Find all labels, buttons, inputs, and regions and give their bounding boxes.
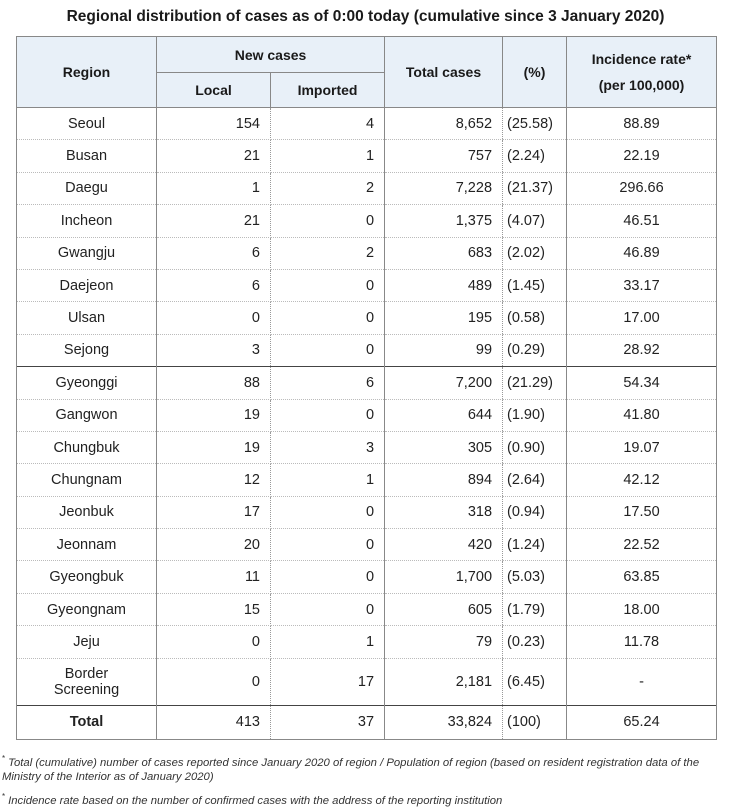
cell-percent: (4.07) (503, 205, 567, 237)
cell-total: 1,700 (385, 561, 503, 593)
cell-imported: 0 (271, 593, 385, 625)
cell-local: 0 (157, 626, 271, 658)
header-new-cases: New cases (157, 37, 385, 73)
cell-percent: (6.45) (503, 658, 567, 705)
cell-imported: 1 (271, 464, 385, 496)
header-incidence-rate (567, 37, 717, 108)
table-row (17, 593, 717, 625)
cell-rate: - (567, 658, 717, 705)
cell-local: 0 (157, 658, 271, 705)
cell-percent: (1.79) (503, 593, 567, 625)
cell-imported: 1 (271, 140, 385, 172)
cell-rate: 22.19 (567, 140, 717, 172)
table-row (17, 302, 717, 334)
cell-rate: 41.80 (567, 399, 717, 431)
cell-rate: 88.89 (567, 108, 717, 140)
cell-total: 305 (385, 431, 503, 463)
cell-total: 318 (385, 496, 503, 528)
cell-percent: (0.58) (503, 302, 567, 334)
cell-percent: (2.64) (503, 464, 567, 496)
cell-rate: 11.78 (567, 626, 717, 658)
footnote-1-text: Total (cumulative) number of cases reported since January 2020 of region / Population of region (based on resident registration data of the Ministry of the Interior as of January 2020) (2, 756, 700, 783)
cell-rate: 42.12 (567, 464, 717, 496)
total-row (17, 705, 717, 739)
table-row (17, 529, 717, 561)
table-row (17, 399, 717, 431)
cell-total: 99 (385, 334, 503, 366)
cell-region: Jeonnam (17, 529, 157, 561)
cell-percent: (1.90) (503, 399, 567, 431)
table-row (17, 367, 717, 399)
cell-rate: 54.34 (567, 367, 717, 399)
cell-imported: 0 (271, 529, 385, 561)
cell-percent: (100) (503, 705, 567, 739)
table-row (17, 108, 717, 140)
cell-region: Ulsan (17, 302, 157, 334)
cell-imported: 0 (271, 302, 385, 334)
table-row (17, 431, 717, 463)
cell-local: 413 (157, 705, 271, 739)
table-title: Regional distribution of cases as of 0:00 today (cumulative since 3 January 2020) (66, 8, 665, 25)
cell-rate: 65.24 (567, 705, 717, 739)
cell-local: 21 (157, 205, 271, 237)
cell-imported: 0 (271, 269, 385, 301)
cell-region: Seoul (17, 108, 157, 140)
cell-percent: (21.29) (503, 367, 567, 399)
cell-total: 8,652 (385, 108, 503, 140)
cell-region: Chungnam (17, 464, 157, 496)
table-row (17, 626, 717, 658)
cell-total: 7,228 (385, 172, 503, 204)
footnote-2-text: Incidence rate based on the number of confirmed cases with the address of the reporting institution (8, 794, 503, 807)
cell-region: Incheon (17, 205, 157, 237)
cell-rate: 17.50 (567, 496, 717, 528)
cell-percent: (21.37) (503, 172, 567, 204)
region-line2: Screening (53, 681, 120, 698)
cell-region: Daegu (17, 172, 157, 204)
cell-percent: (2.24) (503, 140, 567, 172)
header-rate-line1: Incidence rate* (591, 51, 692, 67)
cell-region: Chungbuk (17, 431, 157, 463)
cell-total: 33,824 (385, 705, 503, 739)
header-percent: (%) (503, 37, 567, 108)
cell-rate: 46.89 (567, 237, 717, 269)
header-region: Region (17, 37, 157, 108)
cell-region: Gyeonggi (17, 367, 157, 399)
footnotes (2, 752, 728, 808)
cell-percent: (25.58) (503, 108, 567, 140)
cell-total: 489 (385, 269, 503, 301)
cell-local: 3 (157, 334, 271, 366)
cell-total: 79 (385, 626, 503, 658)
cell-percent: (1.45) (503, 269, 567, 301)
regional-cases-table (16, 36, 717, 740)
table-row (17, 561, 717, 593)
cell-region: Gyeongnam (17, 593, 157, 625)
cell-total: 1,375 (385, 205, 503, 237)
cell-region: Jeonbuk (17, 496, 157, 528)
table-row (17, 237, 717, 269)
table-row (17, 334, 717, 366)
footnote-1 (2, 752, 728, 784)
cell-local: 20 (157, 529, 271, 561)
cell-percent: (0.94) (503, 496, 567, 528)
cell-percent: (5.03) (503, 561, 567, 593)
cell-rate: 17.00 (567, 302, 717, 334)
cell-percent: (2.02) (503, 237, 567, 269)
cell-local: 6 (157, 237, 271, 269)
header-imported: Imported (271, 73, 385, 108)
cell-imported: 37 (271, 705, 385, 739)
cell-imported: 2 (271, 237, 385, 269)
cell-total: 7,200 (385, 367, 503, 399)
cell-total: 420 (385, 529, 503, 561)
cell-local: 19 (157, 431, 271, 463)
table-row (17, 205, 717, 237)
cell-imported: 0 (271, 496, 385, 528)
table-row (17, 269, 717, 301)
cell-percent: (0.23) (503, 626, 567, 658)
cell-local: 6 (157, 269, 271, 301)
cell-imported: 17 (271, 658, 385, 705)
cell-region: Daejeon (17, 269, 157, 301)
cell-imported: 0 (271, 399, 385, 431)
footnote-2 (2, 790, 728, 808)
cell-local: 11 (157, 561, 271, 593)
cell-total: 2,181 (385, 658, 503, 705)
cell-imported: 4 (271, 108, 385, 140)
cell-rate: 18.00 (567, 593, 717, 625)
header-local: Local (157, 73, 271, 108)
cell-percent: (0.29) (503, 334, 567, 366)
cell-rate: 46.51 (567, 205, 717, 237)
table-row (17, 172, 717, 204)
cell-local: 1 (157, 172, 271, 204)
cell-imported: 1 (271, 626, 385, 658)
cell-rate: 28.92 (567, 334, 717, 366)
cell-local: 15 (157, 593, 271, 625)
cell-total: 683 (385, 237, 503, 269)
cell-region: Gwangju (17, 237, 157, 269)
header-total-cases: Total cases (385, 37, 503, 108)
cell-region: Busan (17, 140, 157, 172)
cell-imported: 0 (271, 205, 385, 237)
cell-local: 17 (157, 496, 271, 528)
cell-imported: 2 (271, 172, 385, 204)
cell-region (17, 658, 157, 705)
table-row (17, 658, 717, 705)
cell-local: 12 (157, 464, 271, 496)
cell-local: 154 (157, 108, 271, 140)
cell-region: Gangwon (17, 399, 157, 431)
cell-rate: 19.07 (567, 431, 717, 463)
footnote-marker: * (2, 754, 6, 763)
cell-local: 0 (157, 302, 271, 334)
cell-imported: 6 (271, 367, 385, 399)
cell-total: 757 (385, 140, 503, 172)
cell-local: 88 (157, 367, 271, 399)
cell-total: 605 (385, 593, 503, 625)
cell-percent: (1.24) (503, 529, 567, 561)
cell-rate: 22.52 (567, 529, 717, 561)
cell-region: Total (17, 705, 157, 739)
cell-rate: 63.85 (567, 561, 717, 593)
table-row (17, 496, 717, 528)
cell-total: 644 (385, 399, 503, 431)
cell-imported: 3 (271, 431, 385, 463)
cell-rate: 296.66 (567, 172, 717, 204)
footnote-marker: * (2, 791, 6, 801)
cell-region: Sejong (17, 334, 157, 366)
header-rate-line2: (per 100,000) (598, 77, 685, 93)
cell-local: 19 (157, 399, 271, 431)
cell-percent: (0.90) (503, 431, 567, 463)
cell-imported: 0 (271, 561, 385, 593)
cell-region: Jeju (17, 626, 157, 658)
cell-local: 21 (157, 140, 271, 172)
table-row (17, 464, 717, 496)
cell-region: Gyeongbuk (17, 561, 157, 593)
cell-imported: 0 (271, 334, 385, 366)
region-line1: Border (64, 665, 109, 682)
cell-rate: 33.17 (567, 269, 717, 301)
cell-total: 894 (385, 464, 503, 496)
table-row (17, 140, 717, 172)
cell-total: 195 (385, 302, 503, 334)
